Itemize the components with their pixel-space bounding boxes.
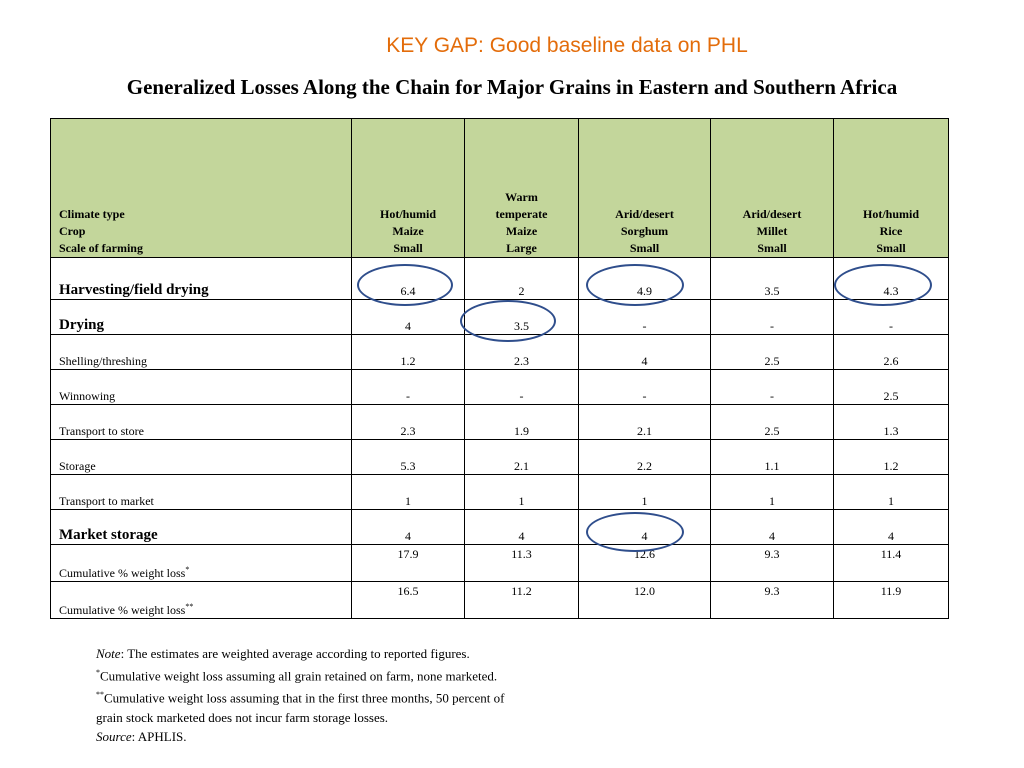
header-climate: Hot/humid xyxy=(379,207,436,221)
table-cell: 11.2 xyxy=(465,582,579,619)
table-cell: 4 xyxy=(579,335,711,370)
table-cell: - xyxy=(711,300,834,335)
table-cell: 4 xyxy=(834,510,949,545)
table-cell: - xyxy=(579,370,711,405)
table-cell: 1 xyxy=(465,475,579,510)
table-cell: 1 xyxy=(352,475,465,510)
table-cell: 4.3 xyxy=(834,258,949,300)
row-label: Storage xyxy=(51,440,352,475)
table-cell: 3.5 xyxy=(711,258,834,300)
footnote-mark: ** xyxy=(96,690,104,700)
header-label-crop: Crop xyxy=(59,224,86,238)
note-line xyxy=(96,644,504,663)
table-cell: 2.3 xyxy=(465,335,579,370)
table-cell: - xyxy=(711,370,834,405)
footnote-mark: * xyxy=(185,565,190,574)
table-row xyxy=(51,300,949,335)
footnotes xyxy=(96,644,504,746)
row-label: Transport to store xyxy=(51,405,352,440)
row-label: Drying xyxy=(51,300,352,335)
footnote-text: Cumulative weight loss assuming all grain retained on farm, none marketed. xyxy=(100,668,498,684)
header-col-2 xyxy=(465,119,579,258)
table-cell: 9.3 xyxy=(711,582,834,619)
table-cell: 17.9 xyxy=(352,545,465,582)
footnote-mark: * xyxy=(96,668,100,677)
table-cell: 1.9 xyxy=(465,405,579,440)
source-label: Source xyxy=(96,728,132,744)
header-climate: Arid/desert xyxy=(742,207,802,221)
table-cell: 12.0 xyxy=(579,582,711,619)
footnote-2 xyxy=(96,685,504,707)
table-cell: 4 xyxy=(711,510,834,545)
table-cell: 11.3 xyxy=(465,545,579,582)
header-col-3 xyxy=(579,119,711,258)
header-crop: Sorghum xyxy=(620,224,669,238)
row-label: Market storage xyxy=(51,510,352,545)
row-label-text: Cumulative % weight loss xyxy=(59,566,186,580)
table-cell: 1 xyxy=(579,475,711,510)
header-label-climate: Climate type xyxy=(59,207,125,221)
grain-losses-table xyxy=(50,118,949,619)
table-cell: 11.4 xyxy=(834,545,949,582)
row-label xyxy=(51,582,352,619)
row-label xyxy=(51,545,352,582)
table-cell: 1.2 xyxy=(834,440,949,475)
row-label: Winnowing xyxy=(51,370,352,405)
note-text: : The estimates are weighted average according to reported figures. xyxy=(120,646,470,661)
table-cell: - xyxy=(465,370,579,405)
header-row xyxy=(51,119,949,258)
header-climate: Hot/humid xyxy=(862,207,919,221)
table-subtitle: Generalized Losses Along the Chain for Major Grains in Eastern and Southern Africa xyxy=(126,75,898,99)
header-climate: Warm temperate xyxy=(495,190,548,221)
table-cell: - xyxy=(352,370,465,405)
header-crop: Maize xyxy=(505,224,538,238)
table-cell: 2.5 xyxy=(834,370,949,405)
table-cell: 1.3 xyxy=(834,405,949,440)
footnote-1 xyxy=(96,663,504,685)
table-row xyxy=(51,258,949,300)
table-cell: 16.5 xyxy=(352,582,465,619)
source-text: : APHLIS. xyxy=(131,728,187,744)
table-cell: 2 xyxy=(465,258,579,300)
table-cell: 4 xyxy=(579,510,711,545)
header-scale: Small xyxy=(393,241,423,255)
header-climate: Arid/desert xyxy=(615,207,674,221)
table-cell: - xyxy=(579,300,711,335)
note-label: Note xyxy=(96,646,121,661)
table-cell: 1 xyxy=(834,475,949,510)
table-cell: 4 xyxy=(352,300,465,335)
source-line xyxy=(96,727,504,746)
table-cell: 2.1 xyxy=(465,440,579,475)
footnote-mark: ** xyxy=(185,602,194,611)
table-row xyxy=(51,335,949,370)
row-label-text: Cumulative % weight loss xyxy=(59,603,186,617)
header-labels-cell xyxy=(51,119,352,258)
header-scale: Small xyxy=(876,241,906,255)
table-cell: 4 xyxy=(465,510,579,545)
table-row xyxy=(51,510,949,545)
table-cell: 1 xyxy=(711,475,834,510)
table-cell: - xyxy=(834,300,949,335)
table-cell: 9.3 xyxy=(711,545,834,582)
row-label: Shelling/threshing xyxy=(51,335,352,370)
table-cell: 2.1 xyxy=(579,405,711,440)
header-scale: Small xyxy=(757,241,787,255)
table-row xyxy=(51,582,949,619)
footnote-2-cont: grain stock marketed does not incur farm storage losses. xyxy=(96,709,389,725)
table-row xyxy=(51,440,949,475)
table-cell: 2.2 xyxy=(579,440,711,475)
header-label-scale: Scale of farming xyxy=(59,241,143,255)
table-cell: 4 xyxy=(352,510,465,545)
header-crop: Maize xyxy=(392,224,424,238)
header-crop: Rice xyxy=(879,224,903,238)
table-header xyxy=(51,119,949,258)
table-cell: 11.9 xyxy=(834,582,949,619)
header-col-5 xyxy=(834,119,949,258)
header-col-4 xyxy=(711,119,834,258)
header-col-1 xyxy=(352,119,465,258)
table-cell: 2.5 xyxy=(711,405,834,440)
table-cell: 2.3 xyxy=(352,405,465,440)
table-cell: 4.9 xyxy=(579,258,711,300)
table-cell: 6.4 xyxy=(352,258,465,300)
table-cell: 5.3 xyxy=(352,440,465,475)
header-scale: Large xyxy=(506,241,537,255)
table-row xyxy=(51,370,949,405)
table-cell: 1.1 xyxy=(711,440,834,475)
row-label: Transport to market xyxy=(51,475,352,510)
table-body xyxy=(51,258,949,619)
table-cell: 2.5 xyxy=(711,335,834,370)
table-cell: 3.5 xyxy=(465,300,579,335)
header-scale: Small xyxy=(629,241,660,255)
table-cell: 1.2 xyxy=(352,335,465,370)
footnote-text: Cumulative weight loss assuming that in the first three months, 50 percent of xyxy=(104,690,505,706)
header-crop: Millet xyxy=(756,224,788,238)
table-row xyxy=(51,545,949,582)
table-cell: 12.6 xyxy=(579,545,711,582)
row-label: Harvesting/field drying xyxy=(51,258,352,300)
table-row xyxy=(51,405,949,440)
key-gap-title: KEY GAP: Good baseline data on PHL xyxy=(386,34,748,57)
table-cell: 2.6 xyxy=(834,335,949,370)
table-row xyxy=(51,475,949,510)
